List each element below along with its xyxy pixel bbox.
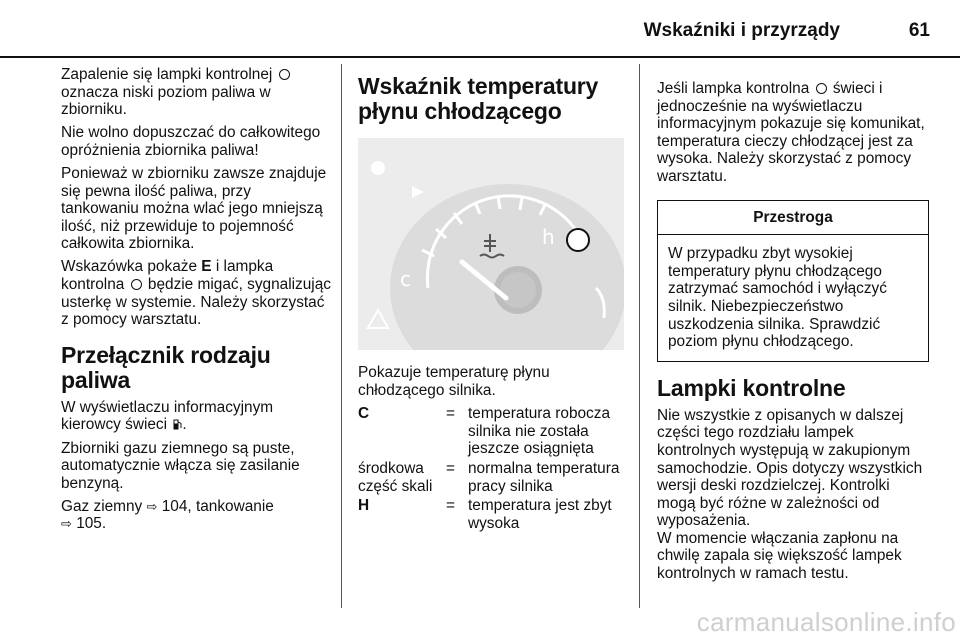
text: Jeśli lampka kontrolna bbox=[657, 80, 810, 97]
text: Zapalenie się lampki kontrolnej bbox=[61, 66, 273, 83]
legend-eq: = bbox=[446, 405, 455, 423]
empty-mark: E bbox=[201, 258, 212, 276]
page-number: 61 bbox=[908, 20, 930, 41]
text: oznacza niski poziom paliwa w zbiorniku. bbox=[61, 83, 271, 119]
figure-caption: Pokazuje temperaturę płynu chłodzącego silnika. bbox=[358, 364, 550, 399]
legend-value-c: temperatura robocza silnika nie została jeszcze osiągnięta bbox=[468, 405, 611, 458]
legend-eq: = bbox=[446, 459, 455, 477]
column-1 bbox=[61, 66, 331, 538]
text: 105. bbox=[76, 515, 107, 533]
column-divider-2 bbox=[639, 64, 640, 608]
text: i lampka kontrolna bbox=[61, 258, 274, 294]
page-header bbox=[0, 0, 960, 56]
coolant-gauge-illustration bbox=[358, 138, 624, 350]
section-heading-coolant-temp: Wskaźnik temperatury płynu chłodzącego bbox=[358, 73, 599, 124]
legend-key-c: C bbox=[358, 405, 370, 423]
column-3 bbox=[657, 80, 929, 588]
paragraph bbox=[61, 258, 331, 328]
header-rule bbox=[0, 56, 960, 58]
column-divider-1 bbox=[341, 64, 342, 608]
watermark: carmanualsonline.info bbox=[696, 607, 956, 637]
paragraph: Ponieważ w zbiorniku zawsze znajduje się pewna ilość paliwa, przy tankowaniu można wlać jego mniejszą ilość, niż przewiduje to pojemność całkowita zbiornika. bbox=[61, 164, 327, 253]
paragraph bbox=[657, 80, 929, 186]
caution-body: W przypadku zbyt wysokiej temperatury płynu chłodzącego zatrzymać samochód i wyłączyć silnik. Niebezpieczeństwo uszkodzenia silnika. Sprawdzić poziom płynu chłodzącego. bbox=[668, 245, 887, 351]
indicator-lamp-icon bbox=[816, 83, 827, 94]
text: świeci i jednocześnie na wyświetlaczu informacyjnym pokazuje się komunikat, temperatura cieczy chłodzącej jest za wysoka. Należy skorzystać z pomocy warsztatu. bbox=[657, 80, 925, 185]
text: 104, tankowanie bbox=[161, 497, 274, 515]
text: Wskazówka pokaże bbox=[61, 258, 198, 276]
indicator-lamp-icon bbox=[279, 69, 290, 80]
fuel-pump-icon bbox=[173, 419, 182, 430]
section-heading-fuel-selector: Przełącznik rodzaju paliwa bbox=[61, 341, 271, 393]
paragraph bbox=[61, 66, 331, 119]
page-reference-icon[interactable]: ⇨ bbox=[61, 516, 72, 532]
svg-text:c: c bbox=[400, 267, 411, 291]
page-reference-icon[interactable]: ⇨ bbox=[146, 498, 158, 514]
text: Gaz ziemny bbox=[61, 497, 143, 515]
text: . bbox=[182, 416, 187, 434]
paragraph: W momencie włączania zapłonu na chwilę zapala się większość lampek kontrolnych w ramach testu. bbox=[657, 529, 902, 583]
header-title: Wskaźniki i przyrządy bbox=[643, 20, 840, 41]
caution-title: Przestroga bbox=[658, 201, 928, 236]
legend-value-middle: normalna temperatura pracy silnika bbox=[468, 459, 620, 495]
legend-value-h: temperatura jest zbyt wysoka bbox=[468, 497, 612, 532]
caution-box bbox=[657, 200, 929, 362]
svg-text:h: h bbox=[542, 225, 555, 249]
text: będzie migać, sygnalizując usterkę w systemie. Należy skorzystać z pomocy warsztatu. bbox=[61, 276, 331, 329]
legend-key-middle: środkowa część skali bbox=[358, 459, 433, 495]
legend-key-h: H bbox=[358, 497, 370, 515]
paragraph: Nie wolno dopuszczać do całkowitego opróżnienia zbiornika paliwa! bbox=[61, 124, 321, 159]
paragraph bbox=[61, 399, 331, 434]
gauge-legend bbox=[358, 405, 626, 532]
paragraph bbox=[61, 498, 331, 533]
indicator-lamp-icon bbox=[131, 279, 142, 290]
section-heading-warning-lamps: Lampki kontrolne bbox=[657, 374, 846, 401]
paragraph: Zbiorniki gazu ziemnego są puste, automatycznie włącza się zasilanie benzyną. bbox=[61, 439, 300, 492]
text: W wyświetlaczu informacyjnym kierowcy świeci bbox=[61, 398, 274, 434]
gauge-drawing bbox=[358, 138, 624, 350]
column-2 bbox=[358, 74, 626, 532]
paragraph: Nie wszystkie z opisanych w dalszej części tego rozdziału lampek kontrolnych występują w zakupionym samochodzie. Opis dotyczy wszystkich wersji deski rozdzielczej. Kontrolki mogą być różne w zależności od wyposażenia. bbox=[657, 406, 923, 530]
legend-eq: = bbox=[446, 497, 455, 515]
